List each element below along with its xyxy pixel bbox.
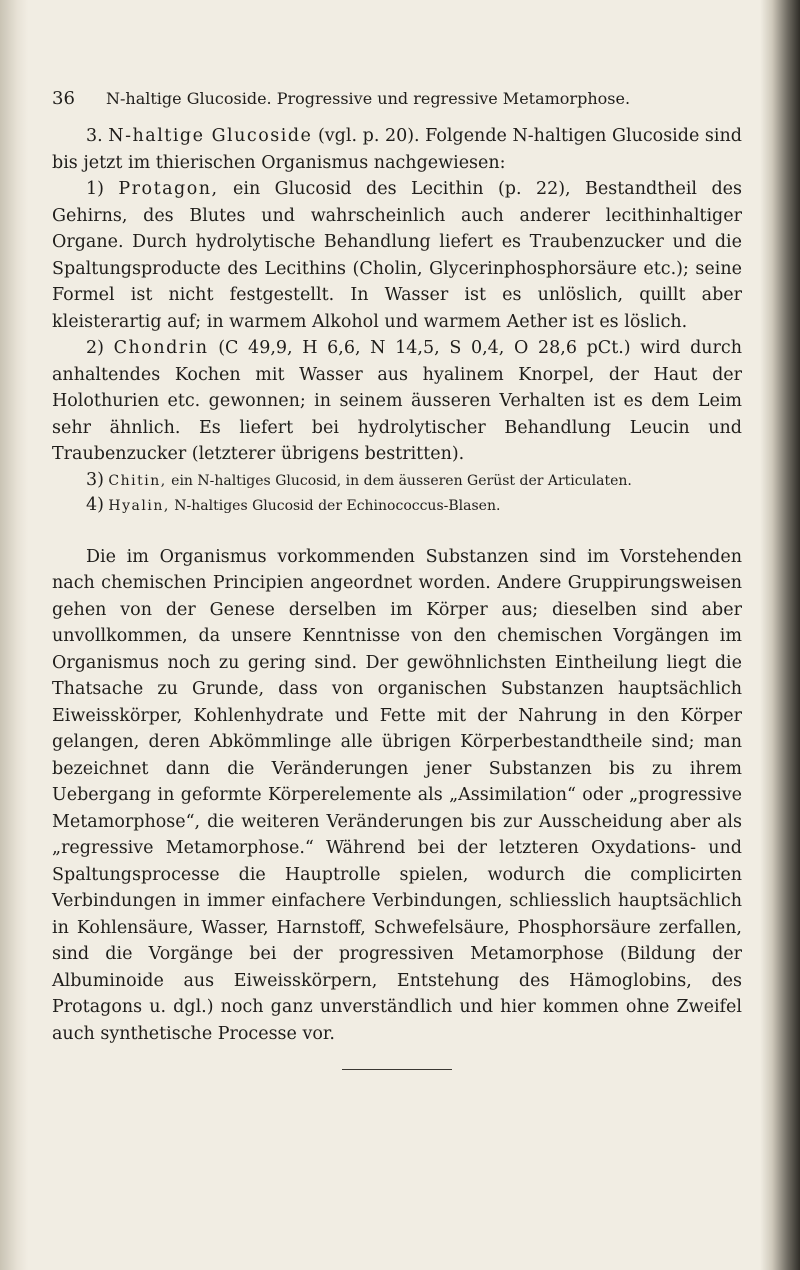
item-text: (C 49,9, H 6,6, N 14,5, S 0,4, O 28,6 pCt.) wird durch anhaltendes Kochen mit Wasser aus hyalinem Knorpel, der Haut der Holothurien etc. gewonnen; in seinem äusseren Verhalten ist es dem Leim sehr ähnlich. Es liefert bei hydrolytischer Behandlung Leucin und Traubenzucker (letzterer übrigens bestritten). [52, 338, 742, 464]
running-head [52, 88, 742, 109]
list-item [52, 176, 742, 335]
item-text: N-haltiges Glucosid der Echinococcus-Blasen. [174, 497, 501, 514]
section-number: 3. [86, 126, 103, 146]
page-content [52, 88, 742, 1070]
item-text: ein Glucosid des Lecithin (p. 22), Bestandtheil des Gehirns, des Blutes und wahrscheinlich auch anderer lecithinhaltiger Organe. Durch hydrolytische Behandlung liefert es Traubenzucker und die Spaltungsproducte des Lecithins (Cholin, Glycerinphosphorsäure etc.); seine Formel ist nicht festgestellt. In Wasser ist es unlöslich, quillt aber kleisterartig auf; in warmem Alkohol und warmem Aether ist es löslich. [52, 179, 742, 332]
page-edge-shadow [760, 0, 800, 1270]
small-list-item [52, 493, 742, 518]
page-gutter-shadow [0, 0, 28, 1270]
item-number: 1) [86, 179, 104, 199]
item-text: ein N-haltiges Glucosid, in dem äusseren Gerüst der Articulaten. [171, 472, 632, 489]
item-name: Chondrin [113, 338, 209, 358]
item-name: Protagon, [118, 179, 219, 199]
section-title: N-haltige Glucoside [108, 126, 313, 146]
page-number: 36 [52, 88, 75, 109]
section-intro-text: (vgl. p. 20). Folgende N-haltigen Glucoside sind bis jetzt im thierischen Organismus nachgewiesen: [52, 126, 742, 173]
main-paragraph: Die im Organismus vorkommenden Substanzen sind im Vorstehenden nach chemischen Principien angeordnet worden. Andere Gruppirungsweisen gehen von der Genese derselben im Körper aus; dieselben sind aber unvollkommen, da unsere Kenntnisse von den chemischen Vorgängen im Organismus noch zu gering sind. Der gewöhnlichsten Eintheilung liegt die Thatsache zu Grunde, dass von organischen Substanzen hauptsächlich Eiweisskörper, Kohlenhydrate und Fette mit der Nahrung in den Körper gelangen, deren Abkömmlinge alle übrigen Körperbestandtheile sind; man bezeichnet dann die Veränderungen jener Substanzen bis zu ihrem Uebergang in geformte Körperelemente als „Assimilation“ oder „progressive Metamorphose“, die weiteren Veränderungen bis zur Ausscheidung aber als „regressive Metamorphose.“ Während bei der letzteren Oxydations- und Spaltungsprocesse die Hauptrolle spielen, wodurch die complicirten Verbindungen in immer einfachere Verbindungen, schliesslich hauptsächlich in Kohlensäure, Wasser, Harnstoff, Schwefelsäure, Phosphorsäure zerfallen, sind die Vorgänge bei der progressiven Metamorphose (Bildung der Albuminoide aus Eiweisskörpern, Entstehung des Hämoglobins, des Protagons u. dgl.) noch ganz unverständlich und hier kommen ohne Zweifel auch synthetische Processe vor. [52, 546, 742, 1044]
item-number: 2) [86, 338, 104, 358]
section-3-paragraph [52, 123, 742, 176]
item-name: Hyalin, [108, 497, 170, 514]
item-number: 4) [86, 494, 104, 515]
list-item [52, 335, 742, 468]
end-rule [342, 1069, 452, 1070]
small-list-item [52, 468, 742, 493]
item-number: 3) [86, 469, 104, 490]
running-title: N-haltige Glucoside. Progressive und regressive Metamorphose. [106, 89, 631, 108]
section-spacer [52, 518, 742, 544]
item-name: Chitin, [108, 472, 167, 489]
